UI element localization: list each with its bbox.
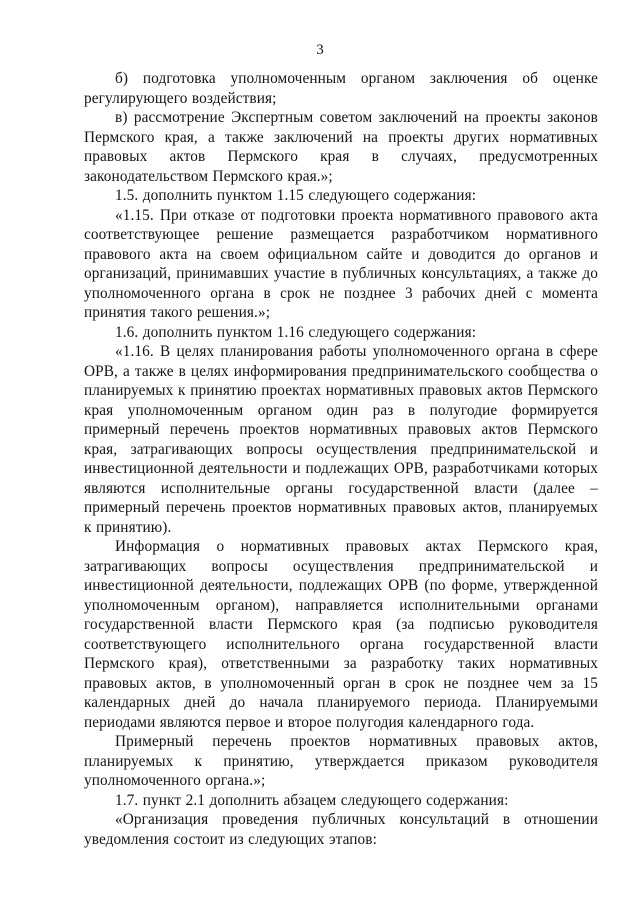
paragraph-clause-1-16: «1.16. В целях планирования работы уполномоченного органа в сфере ОРВ, а также в целях информирования предпринимательского сообщества о планируемых к принятию проектах нормативных правовых актов Пермского края уполномоченным органом один раз в полугодие формируется примерный перечень проектов нормативных правовых актов Пермского края, затрагивающих вопросы осуществления предпринимательской и инвестиционной деятельности и подлежащих ОРВ, разработчиками которых являются исполнительные органы государственной власти (далее – примерный перечень проектов нормативных правовых актов, планируемых к принятию). [84,343,598,536]
paragraph-amendment-1-6: 1.6. дополнить пунктом 1.16 следующего содержания: [115,323,477,341]
paragraph-item-b: б) подготовка уполномоченным органом заключения об оценке регулирующего воздействия; [84,70,598,107]
paragraph-clause-1-15: «1.15. При отказе от подготовки проекта нормативного правового акта соответствующее решение размещается разработчиком нормативного правового акта на своем официальном сайте и доводится до органов и организаций, принимавших участие в публичных консультациях, а также до уполномоченного органа в срок не позднее 3 рабочих дней с момента принятия такого решения.»; [84,206,598,321]
document-body [84,69,598,849]
paragraph-amendment-1-7: 1.7. пункт 2.1 дополнить абзацем следующего содержания: [115,791,509,809]
paragraph-approximate-list: Примерный перечень проектов нормативных правовых актов, планируемых к принятию, утверждается приказом руководителя уполномоченного органа.»; [84,733,598,789]
paragraph-amendment-1-5: 1.5. дополнить пунктом 1.15 следующего содержания: [115,187,477,204]
page-number: 3 [316,42,324,58]
paragraph-consultations: «Организация проведения публичных консультаций в отношении уведомления состоит из следующих этапов: [84,811,598,848]
paragraph-item-v: в) рассмотрение Экспертным советом заключений на проекты законов Пермского края, а также заключений на проекты других нормативных правовых актов Пермского края в случаях, предусмотренных законодательством Пермского края.»; [84,109,598,185]
paragraph-information: Информация о нормативных правовых актах Пермского края, затрагивающих вопросы осуществления предпринимательской и инвестиционной деятельности, подлежащих ОРВ (по форме, утвержденной уполномоченным органом), направляется исполнительными органами государственной власти Пермского края (за подписью руководителя соответствующего исполнительного органа государственной власти Пермского края), ответственными за разработку таких нормативных правовых актов, в уполномоченный орган в срок не позднее чем за 15 календарных дней до начала планируемого периода. Планируемыми периодами являются первое и второе полугодия календарного года. [84,538,598,731]
